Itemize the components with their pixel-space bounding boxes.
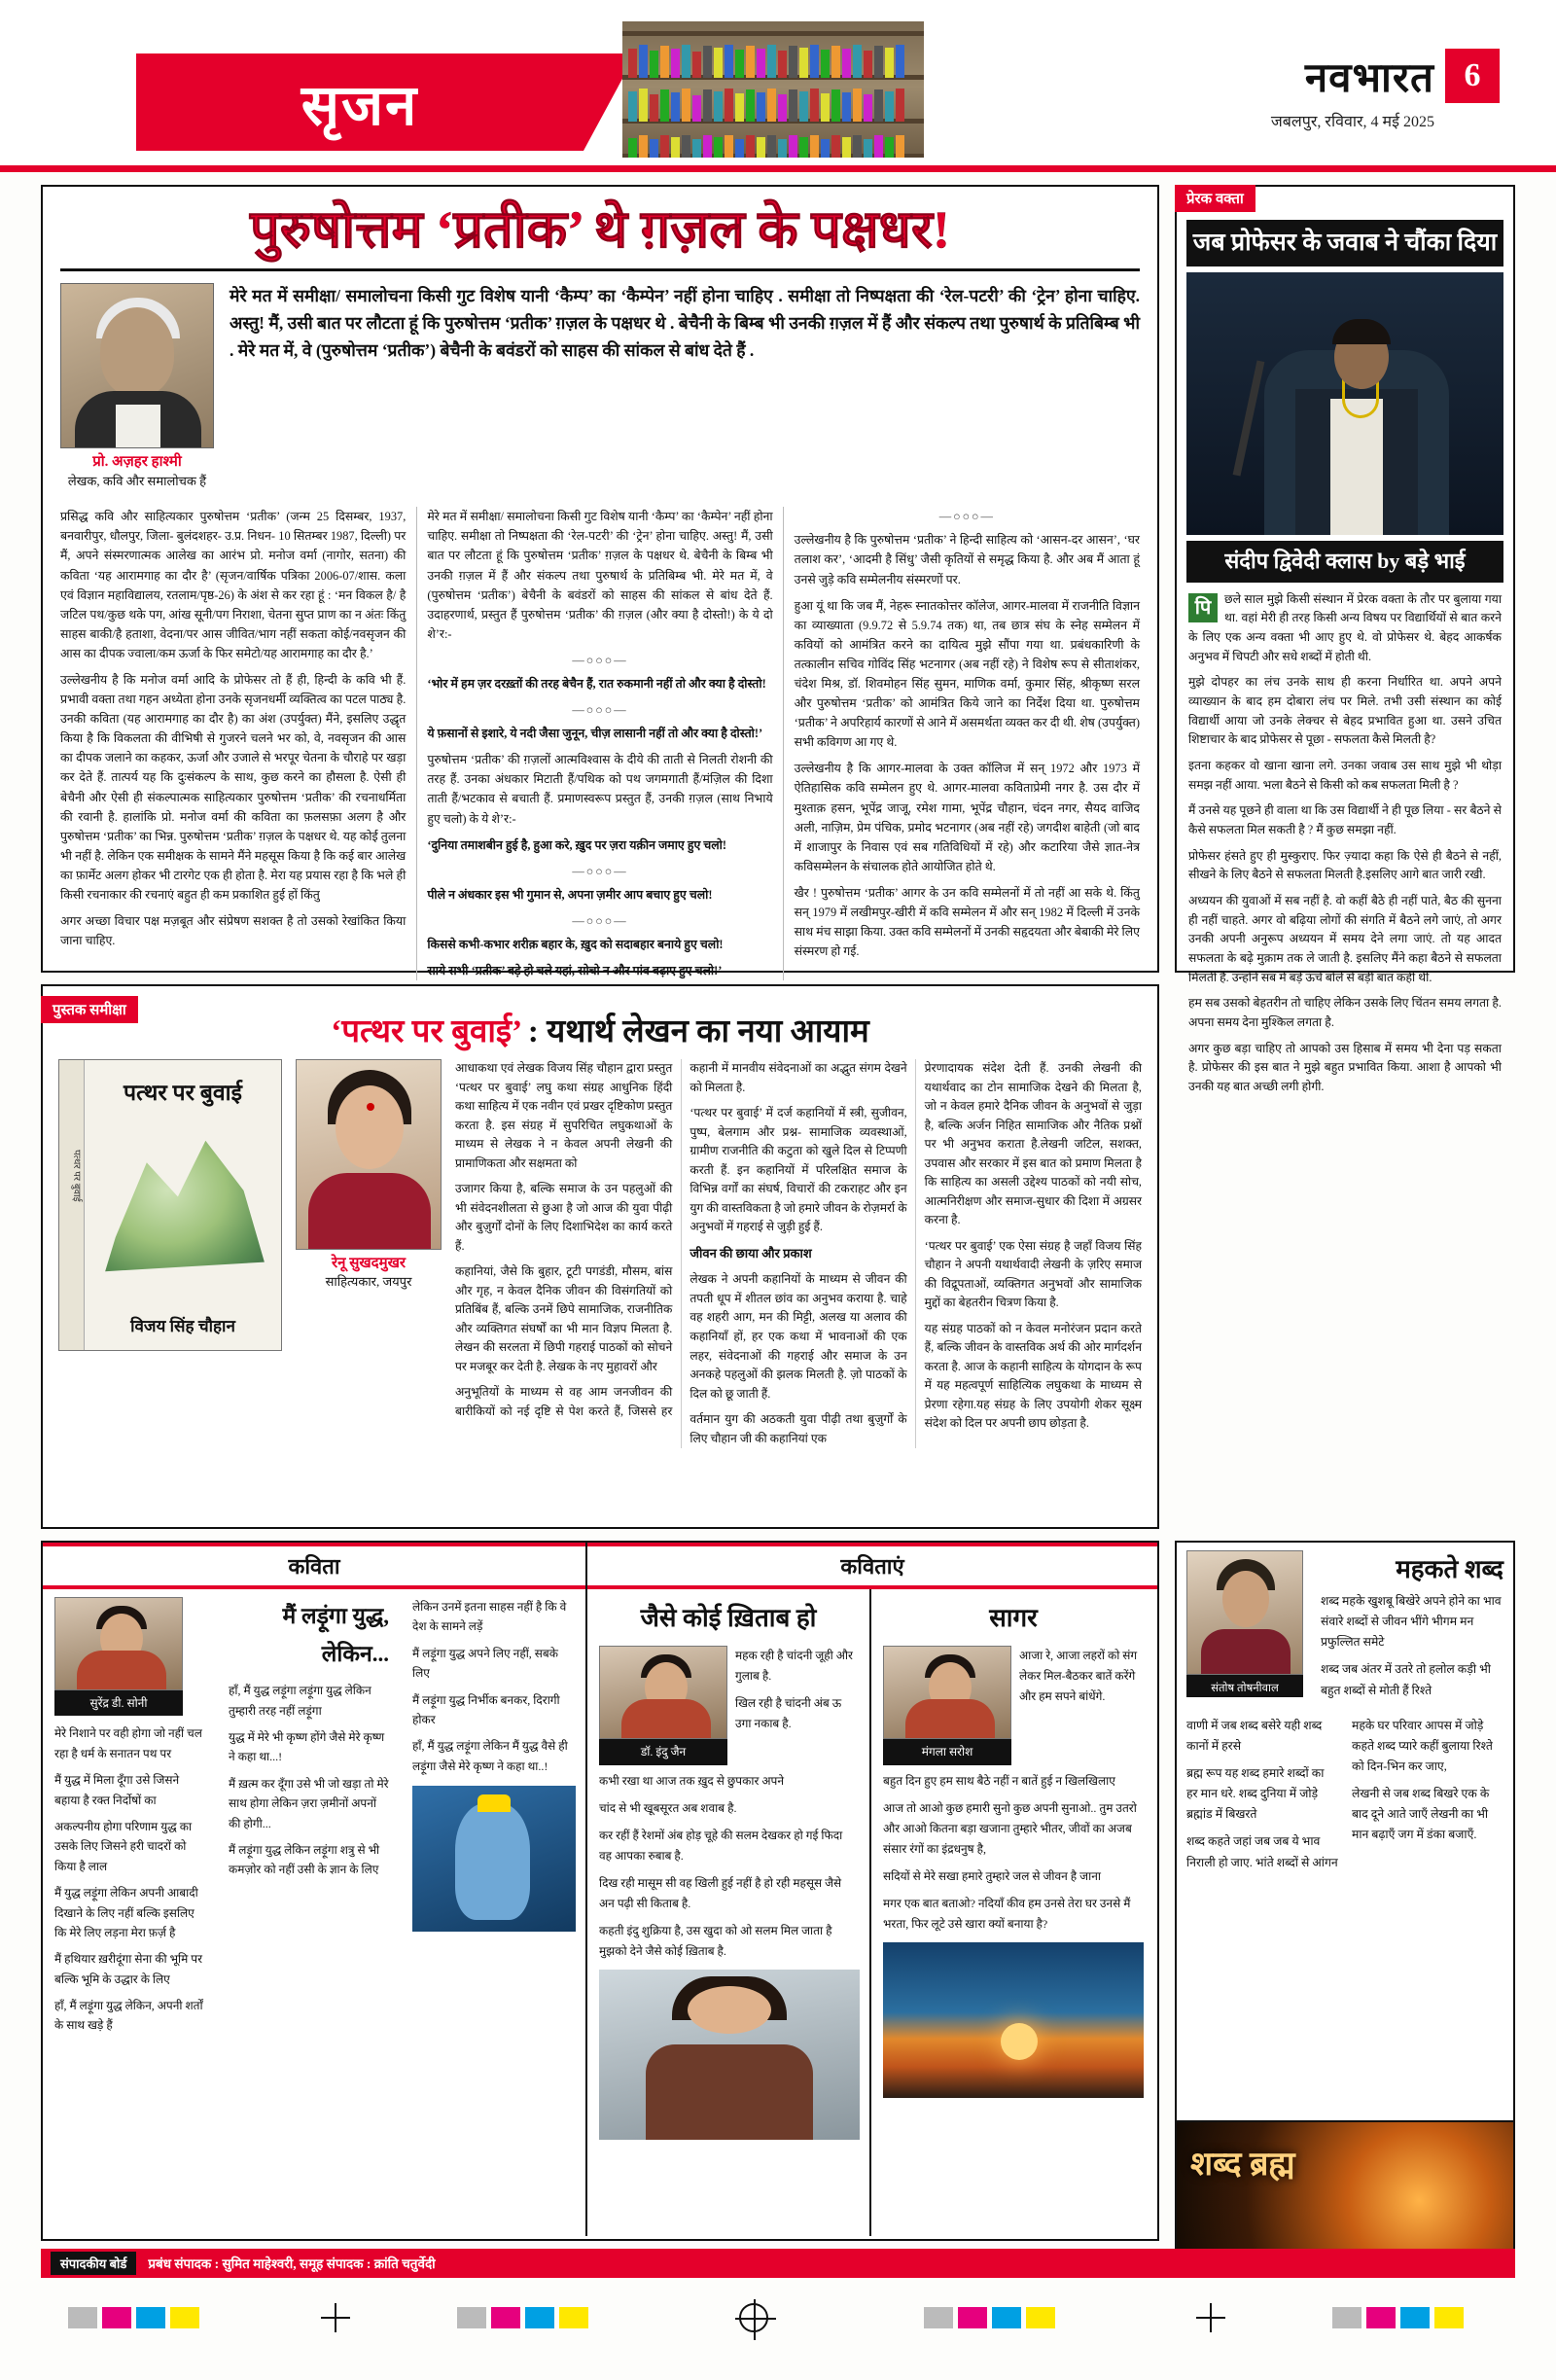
edition-line: जबलपुर, रविवार, 4 मई 2025 — [1270, 114, 1434, 130]
poem2-line: महक रही है चांदनी जूही और गुलाब है. — [735, 1649, 853, 1684]
poem2-line: खिल रही है चांदनी अंब ऊ उगा नकाब है. — [735, 1696, 842, 1731]
poem1-line: मैं हथियार ख़रीदूंगा सेना की भूमि पर बल्कि भूमि के उद्धार के लिए — [54, 1952, 203, 1986]
speaker-photo — [1186, 272, 1503, 535]
review-headline-rest: : यथार्थ लेखन का नया आयाम — [520, 1014, 869, 1049]
registration-marks — [0, 2295, 1556, 2354]
lead-verse: ‘भोर में हम ज़र दरख़्तों की तरह बेचैन हैं, रात रुकमानी नहीं तो और क्या है दोस्तो! — [427, 677, 766, 692]
poem1-line: मैं लड़ूंगा युद्ध निर्भीक बनकर, दिरागी होकर — [412, 1692, 560, 1726]
poem-separator: —○○○— — [572, 703, 628, 718]
poem1-line: हाँ, मैं युद्ध लड़ूंगा लेकिन मैं युद्ध वैसे ही लड़ूंगा जैसे मेरे कृष्ण ने कहा था..! — [412, 1739, 568, 1773]
rail-body — [1188, 590, 1502, 1097]
section-label-kavitaen: कविताएं — [840, 1554, 904, 1579]
lead-verse: पीले न अंधकार इस भी गुमान से, अपना ज़मीर आप बचाए हुए चलो! — [427, 887, 713, 902]
rail-p: अगर कुछ बड़ा चाहिए तो आपको उस हिसाब में समय भी देना पड़ सकता है. प्रोफेसर की इस बात ने मुझे बहुत प्रभावित किया. आशा है आपको भी उनकी यह बात अच्छी लगी होगी. — [1188, 1041, 1502, 1094]
reviewer-portrait — [296, 1059, 442, 1250]
editorial-footer — [41, 2249, 1515, 2278]
review-tag: पुस्तक समीक्षा — [41, 996, 138, 1023]
kavita-left-header — [43, 1543, 587, 1589]
paper-name: नवभारत — [1304, 56, 1434, 101]
shabd-line: वाणी में जब शब्द बसेरे यही शब्द कानों में हरसे — [1186, 1718, 1323, 1753]
shabd-poet-name: संतोष तोषनीवाल — [1186, 1550, 1303, 1697]
section-banner — [136, 53, 584, 151]
rail-p: मुझे दोपहर का लंच उनके साथ ही करना निर्धारित था. अपने अपने व्याख्यान के बाद हम दोबारा लंच पर मिले. तभी उसी संस्थान का कोई विद्यार्थी आया जो उनके लेक्चर से बेहद प्रभावित हुआ था. उसने उचित शिष्टाचार के बाद प्रोफेसर से पूछा - सफलता कैसे मिलती है? — [1188, 675, 1502, 747]
young-woman-photo — [599, 1970, 860, 2140]
rail-p: छले साल मुझे किसी संस्थान में प्रेरक वक्ता के तौर पर बुलाया गया था. वहां मेरी ही तरह किसी अन्य विषय पर विद्यार्थियों से बात करने के लिए एक अन्य वक्ता भी आए हुए थे. वो प्रोफेसर थे. बेहद आकर्षक अनुभव में चिपटी और सधे शब्दों में होती थी. — [1188, 591, 1502, 663]
poem3-line: बहुत दिन हुए हम साथ बैठे नहीं न बातें हुई न खिलखिलाए — [883, 1773, 1115, 1788]
rail-p: हम सब उसको बेहतरीन तो चाहिए लेकिन उसके लिए चिंतन समय लगता है. अपना समय देना मुश्किल लगता है. — [1188, 996, 1502, 1030]
lead-verse: ये फ़सानों से इशारे, ये नदी जैसा जुनून, चीज़ लासानी नहीं तो और क्या है दोस्तो!’ — [427, 727, 763, 741]
lead-verse: ‘दुनिया तमाशबीन हुई है, हुआ करे, ख़ुद पर ज़रा यक़ीन जमाए हुए चलो! — [427, 837, 726, 852]
poem3-line: आज तो आओ कुछ हमारी सुनो कुछ अपनी सुनाओ.. तुम उतरो और आओ कितना बड़ा खजाना तुम्हारे भीतर, जीवों का अजब संसार रंगों का इंद्रधनुष है, — [883, 1800, 1137, 1856]
poem2-title: जैसे कोई ख़िताब हो — [640, 1604, 817, 1632]
editorial-credits: प्रबंध संपादक : सुमित माहेश्वरी, समूह संपादक : क्रांति चतुर्वेदी — [148, 2256, 436, 2271]
poem1-photo-col — [43, 1589, 217, 2236]
review-headline — [58, 1008, 1142, 1051]
poem1-line: मैं ख़त्म कर दूँगा उसे भी जो खड़ा तो मेरे साथ होगा लेकिन ज़रा ज़मीनों अपनों की होगी... — [229, 1776, 389, 1830]
shabd-line: शब्द जब अंतर में उतरे तो हलोल कड़ी भी बहुत शब्दों से मोती हैं रिश्ते — [1321, 1662, 1491, 1697]
author-role: लेखक, कवि और समालोचक हैं — [67, 473, 207, 488]
poem1-line: मैं लड़ूंगा युद्ध लेकिन लड़ूंगा शत्रु से भी कमज़ोर को नहीं उसी के ज्ञान के लिए — [229, 1842, 380, 1877]
poem1-line: हाँ, मैं युद्ध लड़ूंगा लड़ूंगा युद्ध लेकिन तुम्हारी तरह नहीं लड़ूंगा — [229, 1684, 371, 1718]
poem1-line: मैं लड़ूंगा युद्ध अपने लिए नहीं, सबके लिए — [412, 1646, 558, 1681]
poet-name-3: मंगला सरोश — [883, 1739, 1011, 1764]
lead-p: अगर अच्छा विचार पक्ष मज़बूत और संप्रेषण सशक्त है तो उसको रेखांकित किया जाना चाहिए. — [60, 914, 407, 948]
rail-tag: प्रेरक वक्ता — [1175, 185, 1255, 212]
poem-separator: —○○○— — [572, 653, 628, 667]
shabd-line: लेखनी से जब शब्द बिखरे एक के बाद दूने आते जाएँ लेखनी का भी मान बढ़ाएँ जग में डंका बजाएँ. — [1352, 1787, 1490, 1842]
review-p: ‘पत्थर पर बुवाई’ एक ऐसा संग्रह है जहाँ विजय सिंह चौहान ने अपनी यथार्थवादी लेखनी के ज़रिए समाज की विद्रूपताओं, व्यक्तिगत अनुभवों और सामाजिक मुद्दों का बेहतरीन चित्रण किया है. — [924, 1238, 1142, 1310]
poem1-text-col — [217, 1589, 401, 2236]
page-number: 6 — [1445, 49, 1500, 103]
lead-article — [41, 185, 1159, 978]
review-p: लेखक ने अपनी कहानियों के माध्यम से जीवन की तपती धूप में शीतल छांव का अनुभव कराया है. चाहे वह शहरी आग, मन की मिट्टी, अलख या अलाव की कहानियाँ हों, हर एक कथा में भावनाओं की एक लहर, संवेदनाओं की गहराई और समाज के उन अनकहे पहलुओं की झलक मिलती है. ज़ो पाठकों के दिल को छू जाती हैं. — [690, 1272, 907, 1401]
author-caption — [60, 452, 214, 489]
lead-p: मेरे मत में समीक्षा/ समालोचना किसी गुट विशेष यानी ‘कैम्प’ का ‘कैम्पेन’ नहीं होना चाहिए. समीक्षा तो निष्पक्षता की ‘रेल-पटरी’ की ‘ट्रेन’ होना चाहिए. अस्तु! मैं, उसी बात पर लौटता हूं कि पुरुषोत्तम ‘प्रतीक’ ग़ज़ल के पक्षधर थे. बेचैनी के बिम्ब भी उनकी ग़ज़ल में हैं और संकल्प तथा पुरुषार्थ के प्रतिबिम्ब भी. मेरे मत में, वे (पुरुषोत्तम ‘प्रतीक’) बेचैनी के बवंडरों को साहस की सांकल से बांध देते हैं. उदाहरणार्थ, प्रस्तुत हैं पुरुषोत्तम ‘प्रतीक’ की ग़ज़ल (और क्या है दोस्तो!) के ये दो शे’र:- — [427, 510, 773, 641]
lead-p: पुरुषोत्तम ‘प्रतीक’ की ग़ज़लों आत्मविश्वास के दीये की ताती से निलती रोशनी की तरह हैं. उनका अंधकार मिटाती हैं/पथिक को पथ जगमगाती हैं/मंज़िल की दिशा ताती हैं/भटकाव से बचाती हैं. प्रमाणस्वरूप प्रस्तुत हैं, उनकी ग़ज़ल (साथ निभाये हुए चलो) के ये शे’र:- — [427, 753, 773, 826]
poem2-block — [587, 1589, 871, 2236]
poem1-text-col2 — [401, 1589, 585, 2236]
poet-name-2: डॉ. इंदु जैन — [599, 1739, 727, 1764]
shabd-title: महकते शब्द — [1396, 1555, 1503, 1583]
author-portrait — [60, 283, 214, 448]
poem2-line: कर रहीं हैं रेशमों अंब होड़ चूहे की सलम देखकर हो गई फिदा वह आपका रुबाब है. — [599, 1828, 843, 1863]
review-p: अनुभूतियों के माध्यम से वह आम जनजीवन की बारीकियों को नई दृष्टि से पेश करते हैं, जिससे हर कहानी में मानवीय संवेदनाओं का अद्भुत संगम देखने को मिलता है. — [455, 1061, 907, 1418]
lead-headline: पुरुषोत्तम ‘प्रतीक’ थे ग़ज़ल के पक्षधर! — [250, 200, 950, 259]
lead-p: खैर ! पुरुषोत्तम ‘प्रतीक’ आगर के उन कवि सम्मेलनों में तो नहीं आ सके थे. किंतु सन् 1979 में लखीमपुर-खीरी में कवि सम्मेलन में और सन् 1982 में दिल्ली में उनके साथ मंच साझा किया. उक्त कवि सम्मेलनों में उनकी सहृदयता और बेबाकी मेरे लिए संस्मरण हो गई. — [794, 885, 1140, 959]
review-p: ‘पत्थर पर बुवाई’ में दर्ज कहानियों में स्त्री, सुजीवन, पुष्प, बेलगाम और प्रश्न- सामाजिक व्यवस्थाओं, ग्रामीण राजनीति की कटुता को खुले दिल से टिप्पणी करती हैं. इन कहानियों में परिलक्षित समाज के विभिन्न वर्गों का संघर्ष, विचारों की टकराहट और इन युग की वास्तविकता है जो हमारे जीवन के रोज़मर्रा के अनुभवों में गहराई से जुड़ी हुई हैं. — [690, 1106, 907, 1234]
poem2-line: चांद से भी खूबसूरत अब शवाब है. — [599, 1800, 737, 1815]
poem3-line: सदियों से मेरे सखा हमारे तुम्हारे जल से जीवन है जाना — [883, 1868, 1101, 1883]
book-cover-block — [58, 1059, 282, 1448]
review-body-columns — [455, 1059, 1142, 1448]
lead-verse: साये सभी ‘प्रतीक’ बड़े हो चले यहां, सोचो न और पांव बढ़ाए हुए चलो!’ — [427, 964, 723, 978]
shabd-poet-photo — [1186, 1550, 1303, 1675]
poem-separator: —○○○— — [938, 510, 995, 524]
poem3-title: सागर — [989, 1604, 1038, 1632]
book-author: विजय सिंह चौहान — [130, 1317, 235, 1335]
poem1-line: अकल्पनीय होगा परिणाम युद्ध का उसके लिए जिसने हरी चादरों को किया है लाल — [54, 1819, 193, 1873]
poem1-line: हाँ, मैं लड़ूंगा युद्ध लेकिन, अपनी शर्तों के साथ खड़े हैं — [54, 1999, 203, 2033]
lead-body-columns — [60, 507, 1140, 980]
poet-name-1: सुरेंद्र डी. सोनी — [54, 1690, 183, 1716]
kavita-right-header — [587, 1543, 1157, 1589]
masthead-rule — [0, 165, 1556, 172]
lead-standfirst: मेरे मत में समीक्षा/ समालोचना किसी गुट विशेष यानी ‘कैम्प’ का ‘कैम्पेन’ नहीं होना चाहिए . समीक्षा तो निष्पक्षता की ‘रेल-पटरी’ की ‘ट्रेन’ होना चाहिए. अस्तु! मैं, उसी बात पर लौटता हूं कि पुरुषोत्तम ‘प्रतीक’ ग़ज़ल के पक्षधर थे . बेचैनी के बिम्ब भी उनकी ग़ज़ल में हैं और संकल्प तथा पुरुषार्थ के प्रतिबिम्ब भी . मेरे मत में, वे (पुरुषोत्तम ‘प्रतीक’) बेचैनी के बवंडरों को साहस की सांकल से बांध देते हैं . — [230, 286, 1140, 360]
poem2-line: कहती इंदु शुक्रिया है, उस खुदा को ओ सलम मिल जाता है मुझको देने जैसे कोई ख़िताब है. — [599, 1923, 832, 1958]
poem1-line: लेकिन उनमें इतना साहस नहीं है कि वे देश के सामने लड़ें — [412, 1600, 567, 1634]
lead-p: उल्लेखनीय है कि आगर-मालवा के उक्त कॉलिज में सन् 1972 और 1973 में ऐतिहासिक कवि सम्मेलन हुए थे. आगर-मालवा कविताप्रेमी नगर है. उस दौर में मुश्ताक़ हसन, भूपेंद्र जाजू, रमेश गामा, भूपेंद्र चौहान, चंदन नगर, सैयद वाजिद अली, नाज़िम, प्रेम पंचिक, प्रमोद भटनागर (अब नहीं रहे) जगदीश बाहेती (जो बाद में शाजापुर के निवास एवं सब गतिविधियों में रहे) और कटारिया जैसे ज्ञात-नेत्र कविसम्मेलन के संचालक होते आयोजित होते थे. — [794, 762, 1140, 873]
shabd-line: शब्द कहते जहां जब जब ये भाव निराली हो जाए. भांते शब्दों से आंगन महके घर परिवार आपस में जोड़े कहते शब्द प्यारे कहीं बुलाया रिश्ते को दिन-भिन कर जाए, — [1186, 1718, 1493, 1869]
poem2-line: दिख रही मासूम सी वह खिली हुई नहीं है हो रही महसूस जैसे अन पढ़ी सी किताब है. — [599, 1875, 842, 1910]
review-p: उजागर किया है, बल्कि समाज के उन पहलुओं की भी संवेदनशीलता से छुआ है जो आज की युवा पीढ़ी और बुज़ुर्गों दोनों के लिए दिशाभिदेश का कार्य करते हैं. — [455, 1182, 673, 1253]
review-p: प्रेरणादायक संदेश देती हैं. उनकी लेखनी की यथार्थवाद का टोन सामाजिक देखने की मिलता है, जो न केवल हमारे दैनिक जीवन के अनुभवों से जुड़ा है, बल्कि अर्जन निहित सामाजिक और नैतिक प्रश्नों पर भी अनुभव कराता है.लेखनी जटिल, सशक्त, उपवास और सरकार में इस बात को प्रमाण मिलता है कि साहित्य का असली उद्देश्य पाठकों को नयी सोच, आत्मनिरीक्षण और समाज-सुधार की दिशा में अग्रसर करना है. — [924, 1061, 1142, 1227]
poem1-line: मैं युद्ध में मिला दूँगा उसे जिसने बहाया है रक्त निर्दोषों का — [54, 1773, 180, 1807]
paper-brand — [1271, 49, 1434, 131]
poem3-line: मगर एक बात बताओ? नदियाँ कीव हम उनसे तेरा घर उनसे मैं भरता, फिर लूटे उसे खारा क्यों बनाया है? — [883, 1896, 1131, 1931]
lead-p: हुआ यूं था कि जब मैं, नेहरू स्नातकोत्तर कॉलेज, आगर-मालवा में राजनीति विज्ञान का व्याख्याता (9.9.72 से 5.9.74 तक) था, तब छात्र संघ के स्नेह सम्मेलन में कवियों को आमंत्रित करने का दायित्व मुझे सौंपा गया था. प्रबंधकारिणी के तत्कालीन सचिव गोविंद सिंह भटनागर (अब नहीं रहे) ने विशेष रूप से सीताशंकर, चंदेश मिश्र, डॉ. शिवमोहन सिंह सुमन, माणिक वर्मा, कुमार सिंह, श्रीकृष्ण सरल और पुरुषोत्तम ‘प्रतीक’ को आमंत्रित किये जाने का निर्देश दिया था. पुरुषोत्तम ‘प्रतीक’ ने अपरिहार्य कारणों से आने में असमर्थता व्यक्त कर दी थी. शेष (उपर्युक्त) सभी कविगण आ गए थे. — [794, 598, 1140, 750]
review-p: यह संग्रह पाठकों को न केवल मनोरंजन प्रदान करते हैं, बल्कि जीवन के वास्तविक अर्थ की ओर मार्गदर्शन करता है. आज के कहानी साहित्य के योगदान के रूप में यह महत्वपूर्ण साहित्यिक लघुकथा के माध्यम से प्रेरणा रहेगा.यह संग्रह के लिए उपयोगी शेकर सूक्ष्म संदेश को दिल पर अपनी छाप छोड़ता है. — [924, 1321, 1142, 1431]
poem3-line: आजा रे, आजा लहरों को संग लेकर मिल-बैठकर बातें करेंगे और हम सपने बांधेंगे. — [1019, 1649, 1138, 1704]
poem1-title: मैं लड़ूंगा युद्ध, लेकिन... — [282, 1604, 389, 1667]
poet-photo-3 — [883, 1646, 1011, 1739]
shabd-line: शब्द महके खुशबू बिखेरे अपने होने का भाव संवारे शब्दों से जीवन भींगे भीगम मन प्रफुल्लित समेटे — [1321, 1594, 1502, 1650]
shabd-brahma-artwork — [1175, 2120, 1515, 2266]
shabd-brahma-text: शब्द ब्रह्म — [1190, 2147, 1295, 2183]
reviewer-name: रेनू सुखदमुखर — [332, 1256, 406, 1271]
krishna-illustration — [412, 1786, 576, 1932]
book-cover-art — [98, 1128, 271, 1284]
poem2-line: कभी रखा था आज तक ख़ुद से छुपकार अपने — [599, 1773, 784, 1788]
lead-verse: किससे कभी-कभार शरीक़ बहार के, ख़ुद को सदाबहार बनाये हुए चलो! — [427, 938, 724, 952]
poet-photo-1 — [54, 1597, 183, 1690]
review-subhead: जीवन की छाया और प्रकाश — [690, 1245, 812, 1261]
reviewer-block — [296, 1059, 442, 1448]
book-review-article — [41, 984, 1159, 1529]
headline-rule — [60, 268, 1140, 271]
lead-author-photo-block — [60, 283, 214, 489]
speaker-article — [1175, 185, 1515, 1094]
review-p: वर्तमान युग की अठकती युवा पीढ़ी तथा बुज़ुर्गों के लिए चौहान जी की कहानियां एक — [690, 1412, 907, 1445]
author-name: प्रो. अज़हर हाश्मी — [92, 454, 182, 471]
rail-headline: जब प्रोफेसर के जवाब ने चौंका दिया — [1186, 220, 1503, 266]
book-spine-text: पत्थर पर बुवाई — [71, 1150, 82, 1202]
poems-section — [41, 1541, 1159, 2241]
rail-subhead: संदीप द्विवेदी क्लास by बड़े भाई — [1186, 541, 1503, 583]
sunset-sea-photo — [883, 1942, 1144, 2098]
shabd-line: ब्रह्म रूप यह शब्द हमारे शब्दों का हर मान धरे. शब्द दुनिया में जोड़े ब्रह्मांड में बिखरते — [1186, 1765, 1325, 1822]
poem1-line: युद्ध में मेरे भी कृष्ण होंगे जैसे मेरे कृष्ण ने कहा था...! — [229, 1729, 385, 1764]
rail-p: अध्ययन की युवाओं में सब नहीं है. वो कहीं बैठे ही नहीं पाते, बैठ की सुनना ही नहीं चाहते. अगर वो बढ़िया लोगों की संगति में बैठने लगे जाएं, तो अगर उनकी अपनी अनुरूप अध्ययन में समय देने लगा जाएं. तो यह आदत सफलता के बढ़े मुक़ाम तक ले जाती है. इसलिए मैंने कहा बैठने से सफलता मिलती है. उन्होंने सब में बड़े ऊंचे बोले से बड़ी बात कही थी. — [1188, 894, 1502, 984]
poem-separator: —○○○— — [572, 913, 628, 928]
poem-separator: —○○○— — [572, 864, 628, 878]
poem3-block — [871, 1589, 1155, 2236]
lead-p: उल्लेखनीय है कि पुरुषोत्तम ‘प्रतीक’ ने हिन्दी साहित्य को ‘आसन-दर आसन’, ‘घर तलाश कर’, ‘आदमी है सिंधु’ जैसी कृतियों से समृद्ध किया है. और अब मैं आता हूं उनसे जुड़े कवि सम्मेलनीय संस्मरणों पर. — [794, 533, 1140, 586]
poem1-line: मेरे निशाने पर वही होगा जो नहीं चल रहा है धर्म के सनातन पथ पर — [54, 1726, 202, 1760]
section-title: सृजन — [301, 73, 419, 137]
rail-p: प्रोफेसर हंसते हुए ही मुस्कुराए. फिर ज़्यादा कहा कि ऐसे ही बैठने से नहीं, सीखने के लिए बैठने से सफलता मिलती है.इसलिए आगे बात जारी रखी. — [1188, 848, 1502, 882]
book-cover-image — [58, 1059, 282, 1351]
reviewer-caption — [296, 1254, 442, 1291]
review-headline-quoted: ‘पत्थर पर बुवाई’ — [331, 1014, 521, 1049]
review-p: कहानियां, जैसे कि बुहार, टूटी पगडंडी, मौसम, बांस और गृह, न केवल दैनिक जीवन की विसंगतियों को प्रतिबिंब हैं, बल्कि उनमें छिपे सामाजिक, राजनीतिक और व्यक्तिगत संघर्षों का भी मान विज्ञप मिलता है. लेखन की सरलता में छिपी गहराई पाठकों को सोचने पर मजबूर कर देती है. लेखक के नए मुहावरों और — [455, 1264, 673, 1373]
rail-p: इतना कहकर वो खाना खाना लगे. उनका जवाब उस साथ मुझे भी थोड़ा समझ नहीं आया. भला बैठने से किसी को कब सफलता मिली है ? — [1188, 758, 1502, 792]
rail-p: मैं उनसे यह पूछने ही वाला था कि उस विद्यार्थी ने ही पूछ लिया - सर बैठने से कैसे सफलता मिल सकती है ? मैं कुछ समझा नहीं. — [1188, 803, 1502, 836]
rail-dropcap: पि — [1188, 593, 1218, 622]
masthead — [0, 0, 1556, 170]
lead-p: प्रसिद्ध कवि और साहित्यकार पुरुषोत्तम ‘प्रतीक’ (जन्म 25 दिसम्बर, 1937, बनवारीपुर, धौलपुर, जिला- बुलंदशहर- उ.प्र. निधन- 10 सितम्बर 1987, दिल्ली) पर मैं, अपने संस्मरणात्मक आलेख का आरंभ प्रो. मनोज वर्मा (नागोर, सतना) की कविता ‘यह आरामगाह का दौर है’ (सृजन/वार्षिक पत्रिका 2006-07/शास. कला एवं विज्ञान महाविद्यालय, रतलाम/पृष्ठ-26) के अंश से कर रहा हूं : ‘मन विकल है/ है जटिल पथ/कुछ थके पग, आंख सूनी/पग निराशा, चेतना सुप्त प्राण का न अंतः किंतु साहस बाकी/है हताशा, वेदना/पर आस जीवित/भाग नहीं सकता कोई/नवसृजन की आस का दीपक ज्वाला/कम ऊर्जा के फिर समेटो/यह आरामगाह का दौर है.’ — [60, 510, 407, 660]
reviewer-role: साहित्यकार, जयपुर — [325, 1274, 412, 1290]
section-label-kavita: कविता — [288, 1554, 340, 1579]
bookshelf-photo — [622, 21, 924, 158]
review-p: आधाकथा एवं लेखक विजय सिंह चौहान द्वारा प्रस्तुत ‘पत्थर पर बुवाई’ लघु कथा संग्रह आधुनिक हिंदी कथा साहित्य में एक नवीन एवं प्रखर दृष्टिकोण प्रस्तुत करता है. इस संग्रह में सुपरिचित लघुकथाओं के माध्यम से लेखक ने न केवल अपनी लेखनी की प्रामाणिकता और सक्षमता को — [455, 1061, 673, 1170]
editorial-board-label: संपादकीय बोर्ड — [51, 2252, 136, 2275]
poem1-line: मैं युद्ध लड़ूंगा लेकिन अपनी आबादी दिखाने के लिए नहीं बल्कि इसलिए कि मेरे लिए लड़ना मेरा फ़र्ज़ है — [54, 1886, 198, 1939]
book-title: पत्थर पर बुवाई — [124, 1081, 242, 1105]
lead-p: उल्लेखनीय है कि मनोज वर्मा आदि के प्रोफेसर तो हैं ही, हिन्दी के कवि भी हैं. प्रभावी वक्ता तथा गहन अध्येता होना उनके सृजनधर्मी व्यक्तित्व का पटल पाठ्य है. उनकी कविता (यह आरामगाह का दौर है) का अंश (उपर्युक्त) मैंने, इसलिए उद्धृत किया है कि विकलता की वीभिषी से गुजरने चलने भर को, वे, नवसृजन की आस का दीपक जलाने का कहकर, ऊर्जा और उजाले से भरपूर चेतना के चौराहे पर खड़ा कर देते हैं. तात्पर्य यह कि दुःसंकल्प के साथ, कुछ करने का हौसला है. ऐसी ही बेचैनी और ऐसी ही संकल्पात्मक साहित्यकार पुरुषोत्तम ‘प्रतीक’ की रचनाधर्मिता की रवानी है. हालांकि प्रो. मनोज वर्मा की कविता का फ़लसफ़ा अलग है और पुरुषोत्तम ‘प्रतीक’ का भिन्न. पुरुषोत्तम ‘प्रतीक’ ग़ज़ल के पक्षधर थे. यह कोई तुलना भी नहीं है. लेकिन एक समीक्षक के सामने मैंने महसूस किया है कि कई बार आलेख का फ़ार्मेट अलग होकर भी टारगेट एक ही होता है. मेरा यह प्रयास रहा है कि भले ही किसी रचनाकार की रचनाएं बहुत ही कम प्रकाशित हुई हों किंतु — [60, 673, 407, 903]
poet-photo-2 — [599, 1646, 727, 1739]
